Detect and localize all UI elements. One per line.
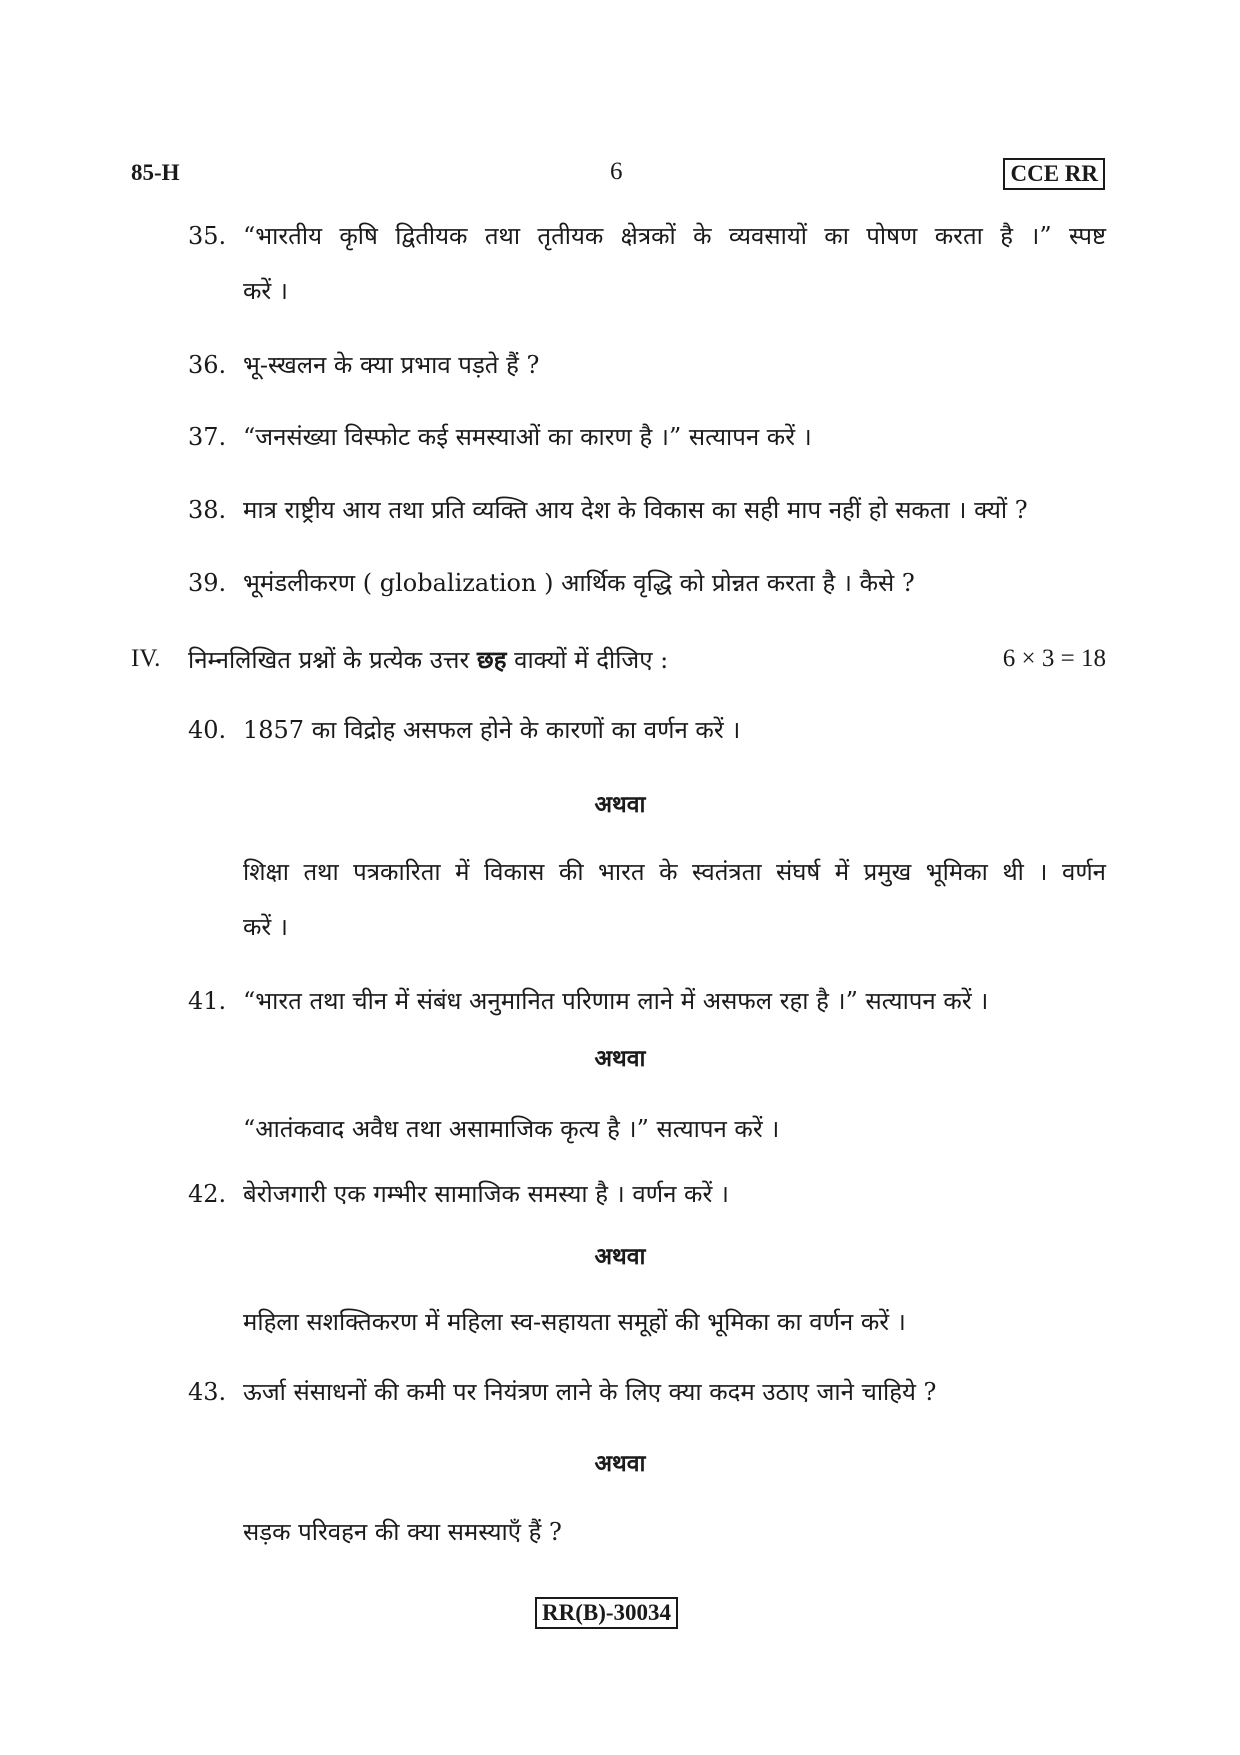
question-text: मात्र राष्ट्रीय आय तथा प्रति व्यक्ति आय देश के विकास का सही माप नहीं हो सकता । क्यों ? [243, 496, 1028, 524]
page-number: 6 [610, 158, 623, 185]
alternative-question-text: सड़क परिवहन की क्या समस्याएँ हैं ? [243, 1518, 562, 1546]
question-text: 1857 का विद्रोह असफल होने के कारणों का वर्णन करें । [243, 716, 741, 744]
question-number: 38. [188, 496, 227, 524]
footer-code-box: RR(B)-30034 [535, 1597, 678, 1629]
series-code-box: CCE RR [1003, 158, 1105, 190]
question-number: 37. [188, 423, 227, 451]
question-text: बेरोजगारी एक गम्भीर सामाजिक समस्या है । वर्णन करें । [243, 1180, 729, 1208]
or-label: अथवा [594, 1045, 646, 1072]
question-number: 36. [188, 351, 227, 379]
question-text: “भारत तथा चीन में संबंध अनुमानित परिणाम लाने में असफल रहा है ।” सत्यापन करें । [243, 987, 989, 1015]
question-number: 35. [188, 222, 227, 250]
question-text-continued: करें । [243, 277, 288, 305]
or-label: अथवा [594, 1450, 646, 1477]
question-text: भू-स्खलन के क्या प्रभाव पड़ते हैं ? [243, 351, 540, 379]
question-text: ऊर्जा संसाधनों की कमी पर नियंत्रण लाने के लिए क्या कदम उठाए जाने चाहिये ? [243, 1378, 937, 1406]
question-number: 39. [188, 569, 227, 597]
section-marks: 6 × 3 = 18 [1002, 645, 1106, 672]
alternative-question-text: महिला सशक्तिकरण में महिला स्व-सहायता समूहों की भूमिका का वर्णन करें । [243, 1308, 906, 1336]
paper-code: 85-H [131, 160, 180, 185]
section-number: IV. [131, 645, 161, 672]
alternative-question-text: “आतंकवाद अवैध तथा असामाजिक कृत्य है ।” सत्यापन करें । [243, 1115, 780, 1143]
question-text: “भारतीय कृषि द्वितीयक तथा तृतीयक क्षेत्रकों के व्यवसायों का पोषण करता है ।” स्पष्ट [243, 222, 1106, 250]
six-bold: छह [476, 645, 507, 674]
question-text: “जनसंख्या विस्फोट कई समस्याओं का कारण है ।” सत्यापन करें । [243, 423, 812, 451]
alternative-question-text: शिक्षा तथा पत्रकारिता में विकास की भारत के स्वतंत्रता संघर्ष में प्रमुख भूमिका थी । वर्णन [243, 858, 1106, 886]
alternative-question-text-continued: करें । [243, 913, 288, 941]
or-label: अथवा [594, 791, 646, 818]
section-instruction: निम्नलिखित प्रश्नों के प्रत्येक उत्तर छह वाक्यों में दीजिए : [188, 645, 669, 674]
question-number: 41. [188, 987, 227, 1015]
or-label: अथवा [594, 1243, 646, 1270]
question-number: 42. [188, 1180, 227, 1208]
question-number: 40. [188, 716, 227, 744]
question-number: 43. [188, 1378, 227, 1406]
question-text: भूमंडलीकरण ( globalization ) आर्थिक वृद्धि को प्रोन्नत करता है । कैसे ? [243, 569, 915, 597]
